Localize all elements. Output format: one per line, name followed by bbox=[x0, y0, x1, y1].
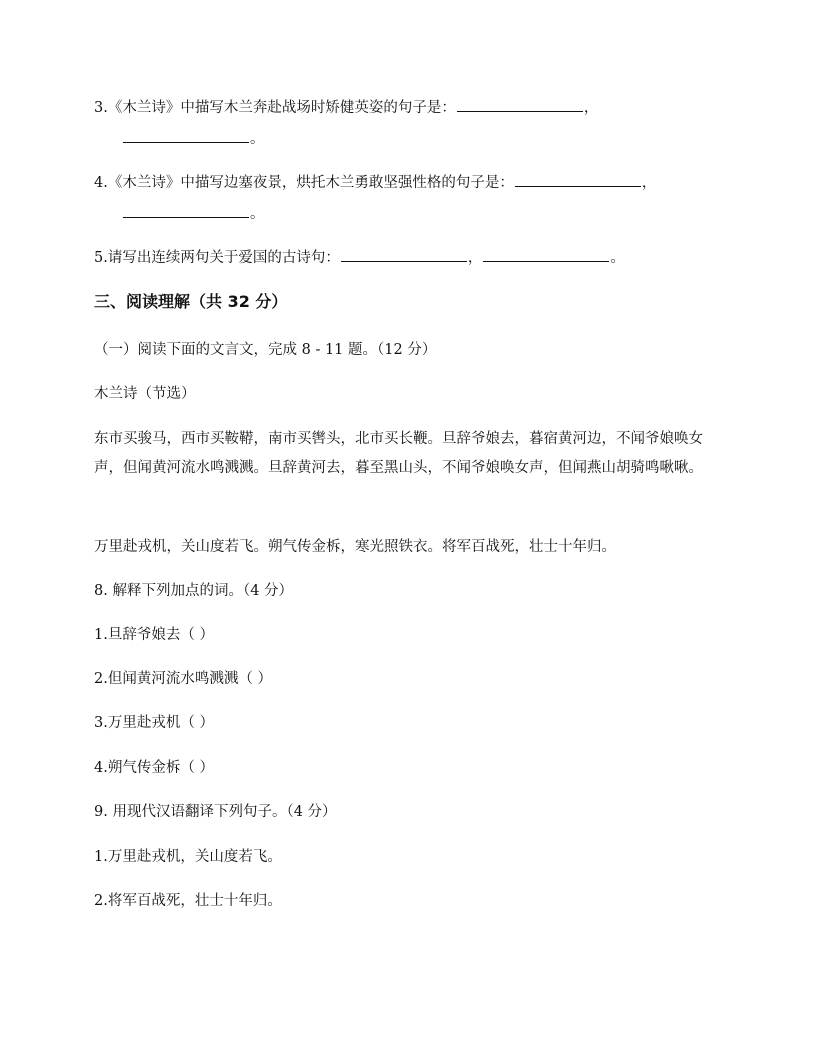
answer-blank[interactable] bbox=[515, 172, 641, 187]
separator-comma: ， bbox=[641, 175, 657, 191]
passage-paragraph-2: 万里赴戎机，关山度若飞。朔气传金柝，寒光照铁衣。将军百战死，壮士十年归。 bbox=[94, 539, 616, 555]
question-4 bbox=[94, 172, 656, 193]
question-8-item: 4.朔气传金柝（ ） bbox=[94, 760, 214, 776]
separator-comma: ， bbox=[467, 250, 483, 266]
question-8-title: 8. 解释下列加点的词。（4 分） bbox=[94, 583, 294, 599]
question-3-text: 3.《木兰诗》中描写木兰奔赴战场时矫健英姿的句子是： bbox=[94, 100, 456, 116]
question-9-item: 1.万里赴戎机，关山度若飞。 bbox=[94, 849, 282, 865]
question-8-item: 2.但闻黄河流水鸣溅溅（ ） bbox=[94, 671, 272, 687]
answer-blank[interactable] bbox=[457, 97, 583, 112]
question-4-text: 4.《木兰诗》中描写边塞夜景，烘托木兰勇敢坚强性格的句子是： bbox=[94, 175, 514, 191]
end-period: 。 bbox=[610, 250, 625, 266]
poem-title: 木兰诗（节选） bbox=[94, 386, 196, 402]
separator-comma: ， bbox=[583, 100, 599, 116]
part-intro: （一）阅读下面的文言文，完成 8 - 11 题。（12 分） bbox=[94, 342, 437, 358]
answer-blank[interactable] bbox=[341, 247, 467, 262]
end-period: 。 bbox=[250, 131, 265, 147]
question-4-continuation bbox=[122, 203, 265, 224]
section-heading: 三、阅读理解（共 32 分） bbox=[94, 292, 288, 311]
question-3-continuation bbox=[122, 128, 265, 149]
question-8-item: 3.万里赴戎机（ ） bbox=[94, 715, 214, 731]
end-period: 。 bbox=[250, 206, 265, 222]
question-5-text: 5.请写出连续两句关于爱国的古诗句： bbox=[94, 250, 340, 266]
question-8-item: 1.旦辞爷娘去（ ） bbox=[94, 627, 214, 643]
question-9-title: 9. 用现代汉语翻译下列句子。（4 分） bbox=[94, 804, 337, 820]
question-5 bbox=[94, 247, 625, 268]
answer-blank[interactable] bbox=[483, 247, 609, 262]
answer-blank[interactable] bbox=[123, 128, 249, 143]
question-3 bbox=[94, 97, 598, 118]
question-9-item: 2.将军百战死，壮士十年归。 bbox=[94, 893, 282, 909]
passage-paragraph-1: 东市买骏马，西市买鞍鞯，南市买辔头，北市买长鞭。旦辞爷娘去，暮宿黄河边，不闻爷娘唤女声，但闻黄河流水鸣溅溅。旦辞黄河去，暮至黑山头，不闻爷娘唤女声，但闻燕山胡骑鸣啾啾。 bbox=[94, 431, 703, 476]
answer-blank[interactable] bbox=[123, 203, 249, 218]
